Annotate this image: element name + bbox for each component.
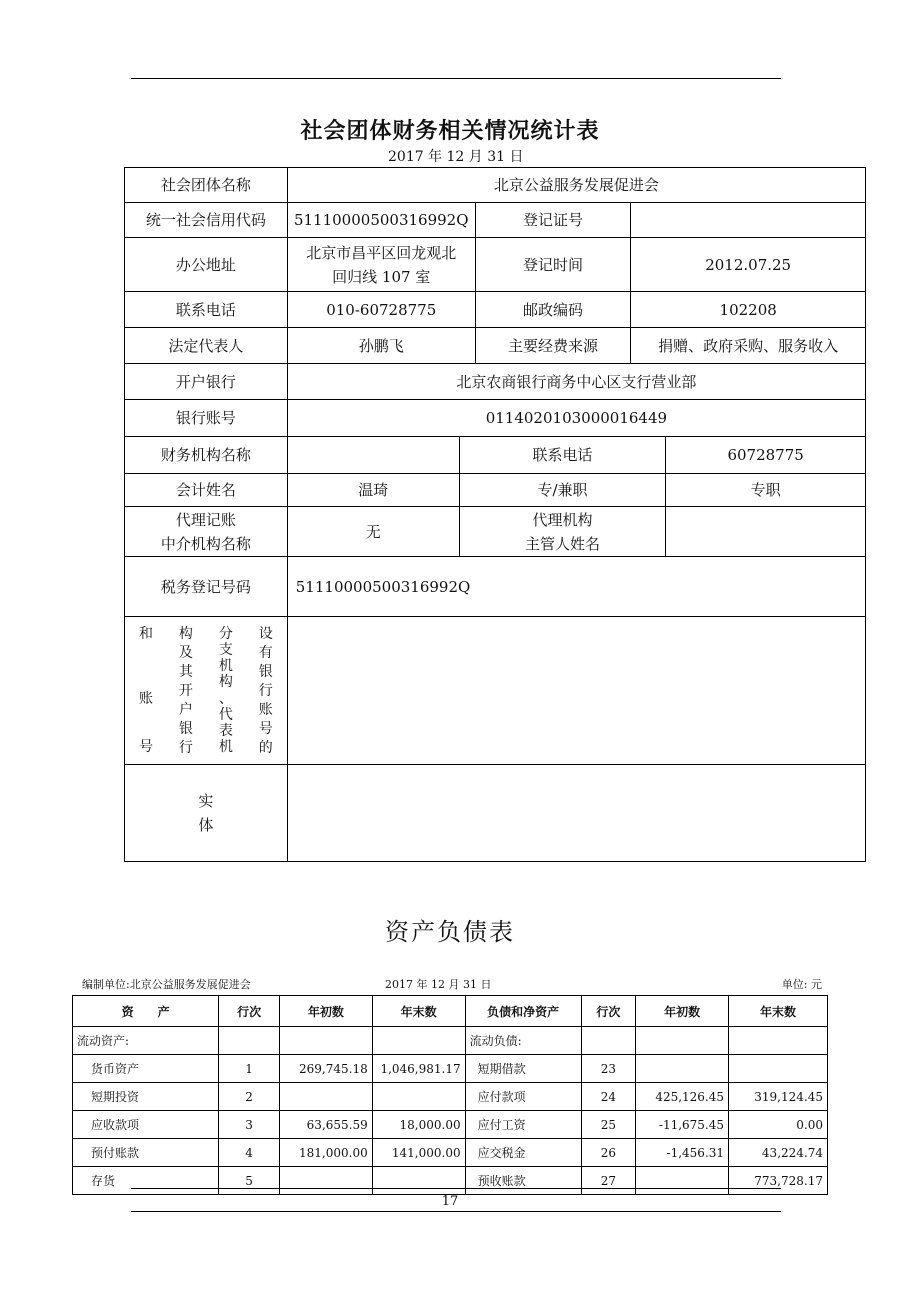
table-cell: -11,675.45 xyxy=(636,1111,729,1139)
label-line: 代理机构 xyxy=(532,510,593,529)
value: 北京公益服务发展促进会 xyxy=(287,168,865,203)
value: 专职 xyxy=(666,474,866,507)
vertical-char: 开 xyxy=(178,682,193,699)
value: 无 xyxy=(287,507,459,557)
report-date: 2017 年 12 月 31 日 xyxy=(388,149,524,165)
value xyxy=(666,507,866,557)
address-value xyxy=(287,238,475,292)
label: 邮政编码 xyxy=(475,292,631,328)
column-header: 行次 xyxy=(581,996,636,1027)
table-row xyxy=(73,1111,828,1139)
label: 开户银行 xyxy=(125,364,288,400)
label: 登记时间 xyxy=(475,238,631,292)
unit-org: 编制单位:北京公益服务发展促进会 xyxy=(82,978,251,991)
header-row xyxy=(73,996,828,1027)
table-cell: 269,745.18 xyxy=(279,1055,372,1083)
table-cell: 短期借款 xyxy=(465,1055,581,1083)
unit: 单位: 元 xyxy=(781,978,822,991)
table-cell: 27 xyxy=(581,1167,636,1195)
table-cell: 425,126.45 xyxy=(636,1083,729,1111)
value: 0114020103000016449 xyxy=(287,400,865,437)
vertical-char: 表 xyxy=(218,723,233,740)
branch-value xyxy=(287,617,865,765)
value: 2012.07.25 xyxy=(631,238,866,292)
table-cell: 应收款项 xyxy=(73,1111,219,1139)
table-cell: 24 xyxy=(581,1083,636,1111)
label: 财务机构名称 xyxy=(125,437,288,474)
vertical-char: 设 xyxy=(258,625,273,642)
label-line: 代理记账 xyxy=(175,510,236,529)
vertical-char: 号 xyxy=(258,720,273,737)
address-line: 北京市昌平区回龙观北 xyxy=(306,243,457,262)
table-row xyxy=(73,1139,828,1167)
value: 51110000500316992Q xyxy=(287,203,475,238)
page-number: 17 xyxy=(441,1194,459,1209)
value: 捐赠、政府采购、服务收入 xyxy=(631,328,866,364)
label: 会计姓名 xyxy=(125,474,288,507)
table-cell xyxy=(636,1055,729,1083)
label: 税务登记号码 xyxy=(125,557,288,617)
table-cell: 773,728.17 xyxy=(729,1167,828,1195)
column-header: 负债和净资产 xyxy=(465,996,581,1027)
label: 统一社会信用代码 xyxy=(125,203,288,238)
section-label: 流动资产: xyxy=(73,1027,219,1055)
table-cell: 141,000.00 xyxy=(372,1139,465,1167)
table-cell xyxy=(372,1083,465,1111)
label: 法定代表人 xyxy=(125,328,288,364)
label-line: 体 xyxy=(198,816,214,834)
vertical-char: 账 xyxy=(139,690,153,707)
label-line: 中介机构名称 xyxy=(160,534,251,553)
vertical-text-column xyxy=(139,626,153,756)
column-header: 资 产 xyxy=(73,996,219,1027)
table-cell: 63,655.59 xyxy=(279,1111,372,1139)
value: 51110000500316992Q xyxy=(287,557,865,617)
vertical-char: 支 xyxy=(218,641,233,658)
table-cell xyxy=(279,1083,372,1111)
vertical-char: 户 xyxy=(178,701,193,718)
address-line: 回归线 107 室 xyxy=(332,267,431,286)
cell xyxy=(372,1027,465,1055)
bottom-rule-top xyxy=(131,1188,781,1189)
value: 102208 xyxy=(631,292,866,328)
vertical-char: 、 xyxy=(218,690,233,707)
vertical-char: 构 xyxy=(218,674,233,691)
column-header: 年初数 xyxy=(636,996,729,1027)
table-cell: 26 xyxy=(581,1139,636,1167)
vertical-char: 号 xyxy=(139,739,153,756)
table-cell: 25 xyxy=(581,1111,636,1139)
bottom-rule xyxy=(131,1211,781,1212)
section-label: 流动负债: xyxy=(465,1027,581,1055)
table-cell: 短期投资 xyxy=(73,1083,219,1111)
balance-date: 2017 年 12 月 31 日 xyxy=(385,978,492,991)
org-info-table xyxy=(124,167,866,862)
vertical-char: 其 xyxy=(178,663,193,680)
label: 登记证号 xyxy=(475,203,631,238)
value: 010-60728775 xyxy=(287,292,475,328)
cell xyxy=(219,1027,280,1055)
table-cell: 应付工资 xyxy=(465,1111,581,1139)
label-line: 实 xyxy=(198,792,214,810)
column-header: 年末数 xyxy=(372,996,465,1027)
vertical-char: 银 xyxy=(258,663,273,680)
vertical-char: 分 xyxy=(218,625,233,642)
vertical-char: 行 xyxy=(258,682,273,699)
table-cell: 18,000.00 xyxy=(372,1111,465,1139)
entity-label xyxy=(125,765,288,862)
agent-head-label xyxy=(459,507,666,557)
table-cell: 预收账款 xyxy=(465,1167,581,1195)
vertical-char: 构 xyxy=(178,625,193,642)
vertical-char: 账 xyxy=(258,701,273,718)
table-cell: 货币资产 xyxy=(73,1055,219,1083)
column-header: 行次 xyxy=(219,996,280,1027)
agent-label xyxy=(125,507,288,557)
table-cell: 应交税金 xyxy=(465,1139,581,1167)
table-cell: 2 xyxy=(219,1083,280,1111)
cell xyxy=(729,1027,828,1055)
table-cell: 预付账款 xyxy=(73,1139,219,1167)
vertical-char: 代 xyxy=(218,706,233,723)
value: 孙鹏飞 xyxy=(287,328,475,364)
table-cell: 5 xyxy=(219,1167,280,1195)
cell xyxy=(581,1027,636,1055)
vertical-char: 有 xyxy=(258,644,273,661)
label: 联系电话 xyxy=(125,292,288,328)
vertical-char: 的 xyxy=(258,739,273,756)
column-header: 年初数 xyxy=(279,996,372,1027)
label: 联系电话 xyxy=(459,437,666,474)
entity-value xyxy=(287,765,865,862)
value: 北京农商银行商务中心区支行营业部 xyxy=(287,364,865,400)
vertical-char: 银 xyxy=(178,720,193,737)
table-row xyxy=(73,1083,828,1111)
label: 办公地址 xyxy=(125,238,288,292)
table-row xyxy=(73,1055,828,1083)
label: 专/兼职 xyxy=(459,474,666,507)
vertical-text-column xyxy=(219,626,233,756)
table-cell: -1,456.31 xyxy=(636,1139,729,1167)
value xyxy=(287,437,459,474)
label-line: 主管人姓名 xyxy=(524,534,600,553)
balance-title: 资产负债表 xyxy=(385,918,515,946)
vertical-char: 和 xyxy=(139,625,153,642)
label: 银行账号 xyxy=(125,400,288,437)
table-cell: 0.00 xyxy=(729,1111,828,1139)
table-cell: 1 xyxy=(219,1055,280,1083)
table-cell: 存货 xyxy=(73,1167,219,1195)
value: 60728775 xyxy=(666,437,866,474)
branch-label xyxy=(125,617,288,765)
value xyxy=(631,203,866,238)
table-cell: 43,224.74 xyxy=(729,1139,828,1167)
table-cell: 23 xyxy=(581,1055,636,1083)
table-cell: 应付款项 xyxy=(465,1083,581,1111)
table-cell: 1,046,981.17 xyxy=(372,1055,465,1083)
vertical-text xyxy=(129,626,283,756)
table-cell xyxy=(279,1167,372,1195)
vertical-char: 机 xyxy=(218,739,233,756)
vertical-text-column xyxy=(259,626,273,756)
vertical-char: 行 xyxy=(178,739,193,756)
table-cell xyxy=(729,1055,828,1083)
column-header: 年末数 xyxy=(729,996,828,1027)
top-rule xyxy=(131,78,781,79)
table-cell xyxy=(636,1167,729,1195)
balance-sheet-table xyxy=(72,995,828,1195)
section-row xyxy=(73,1027,828,1055)
table-cell: 181,000.00 xyxy=(279,1139,372,1167)
cell xyxy=(279,1027,372,1055)
vertical-text-column xyxy=(179,626,193,756)
vertical-char: 及 xyxy=(178,644,193,661)
value: 温琦 xyxy=(287,474,459,507)
page-title: 社会团体财务相关情况统计表 xyxy=(300,118,600,144)
label: 主要经费来源 xyxy=(475,328,631,364)
vertical-char: 机 xyxy=(218,658,233,675)
table-cell: 4 xyxy=(219,1139,280,1167)
table-cell: 319,124.45 xyxy=(729,1083,828,1111)
table-cell xyxy=(372,1167,465,1195)
label: 社会团体名称 xyxy=(125,168,288,203)
cell xyxy=(636,1027,729,1055)
table-cell: 3 xyxy=(219,1111,280,1139)
table-row xyxy=(73,1167,828,1195)
